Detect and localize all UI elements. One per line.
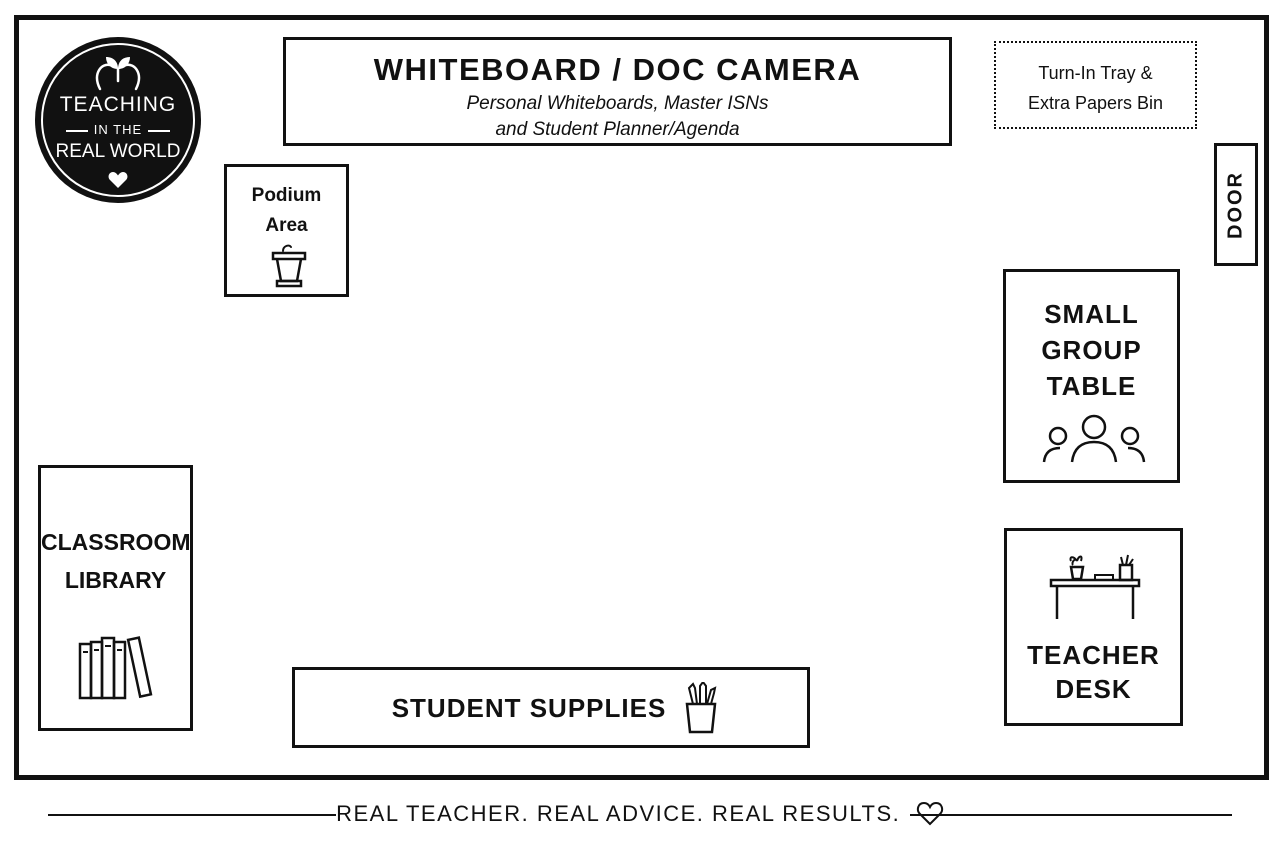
turn-in-line-1: Turn-In Tray & (1038, 63, 1153, 83)
small-group-line-3: TABLE (1046, 371, 1137, 401)
small-group-label (1006, 296, 1177, 404)
whiteboard-subtitle-1: Personal Whiteboards, Master ISNs (466, 93, 769, 114)
podium-area (224, 164, 349, 297)
pencil-cup-icon (683, 682, 719, 734)
small-group-table (1003, 269, 1180, 483)
library-line-2: LIBRARY (64, 567, 167, 593)
apple-sprout-icon (88, 53, 148, 93)
student-supplies (292, 667, 810, 748)
classroom-library (38, 465, 193, 731)
small-group-line-2: GROUP (1041, 335, 1142, 365)
teacher-desk-label (1007, 638, 1180, 706)
podium-icon (269, 243, 309, 289)
teacher-desk (1004, 528, 1183, 726)
podium-line-1: Podium (251, 185, 322, 206)
door-label: DOOR (1224, 170, 1247, 239)
logo-line-2: IN THE (35, 122, 201, 137)
logo-line-1: TEACHING (59, 93, 177, 116)
whiteboard-subtitle-2: and Student Planner/Agenda (495, 119, 740, 140)
footer-tagline: REAL TEACHER. REAL ADVICE. REAL RESULTS. (336, 801, 901, 826)
library-label (41, 523, 190, 599)
heart-outline-icon (916, 800, 944, 826)
footer-tagline-row (0, 800, 1280, 827)
door (1214, 143, 1258, 266)
whiteboard-title: WHITEBOARD / DOC CAMERA (373, 52, 862, 87)
teacher-desk-line-2: DESK (1055, 674, 1132, 704)
podium-label (227, 181, 346, 241)
whiteboard-doc-camera (283, 37, 952, 146)
people-group-icon (1042, 412, 1146, 466)
heart-icon (108, 171, 128, 189)
logo (35, 37, 201, 203)
small-group-line-1: SMALL (1044, 299, 1139, 329)
teacher-desk-line-1: TEACHER (1027, 640, 1160, 670)
podium-line-2: Area (265, 215, 308, 236)
supplies-label: STUDENT SUPPLIES (391, 693, 667, 723)
turn-in-tray (994, 41, 1197, 129)
books-icon (76, 634, 160, 700)
library-line-1: CLASSROOM (41, 529, 191, 555)
logo-line-3: REAL WORLD (55, 141, 181, 162)
turn-in-line-2: Extra Papers Bin (1027, 93, 1164, 113)
desk-icon (1049, 553, 1141, 621)
